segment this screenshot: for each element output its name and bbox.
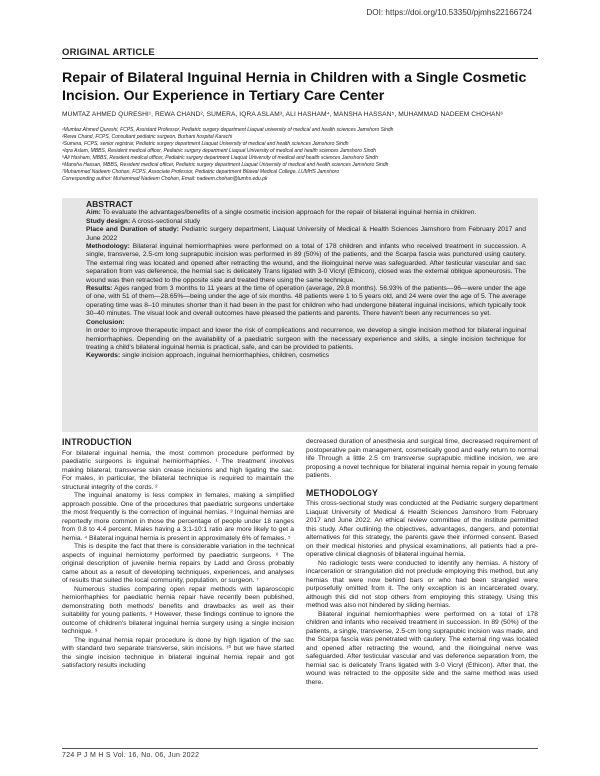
place-label: Place and Duration of study: [86, 226, 179, 234]
affiliation-1: ¹Mumtaz Ahmed Qureshi, FCPS, Assistant Professor, Pediatric surgery department Liaquat university of medical and health sciences Jamshoro Sindh [62, 127, 394, 133]
affiliation-3: ³Sumera, FCPS, senior registrar, Pediatric surgery department Liaquat University of medical and health sciences Jamshoro Sindh [62, 141, 349, 147]
methodology-heading: METHODOLOGY [306, 487, 379, 498]
intro-paragraph-1: For bilateral inguinal hernia, the most common procedure performed by paediatric surgeons is inguinal herniorrhaphies. ¹ The treatment involves making bilateral, transverse skin crease incisions and high ligating the sac. For males, in particular, the bilateral technique is required to maintain the structural integrity of the cords. ² [62, 449, 294, 491]
keywords-label: Keywords: [86, 352, 121, 360]
results-label: Results: [86, 285, 113, 293]
conclusion-label: Conclusion: [86, 318, 125, 326]
corresponding-author: Corresponding author: Muhammad Nadeem Chohan, Email: nadeem.chohan@lumhs.edu.pk [62, 176, 268, 182]
aim-label: Aim: [86, 209, 101, 217]
abstract-conclusion [86, 319, 526, 353]
design-label: Study design: [86, 217, 131, 225]
affiliation-4: ⁴Iqra Aslam, MBBS, Resident medical officer, Pediatric surgery department Liaquat University of medical and health sciences Jamshoro Sindh [62, 148, 377, 154]
left-column [62, 438, 294, 671]
intro-paragraph-2: The inguinal anatomy is less complex in females, making a simplified approach possible. One of the procedures that paediatric surgeons undertake the most frequently is the correction of inguinal hernias. ³ Inguinal hernias are reportedly more common in those the percentage of people under 18 ranges from 0.8 to 4.4 percent. Males having a 3:1-10:1 ratio are more likely to get a hernia. ⁴ Bilateral inguinal hernia is present in approximately 6% of females. ⁵ [62, 492, 294, 542]
abstract-box [62, 198, 538, 432]
abstract-content [86, 200, 526, 361]
intro-paragraph-5: The inguinal hernia repair procedure is done by high ligation of the sac with standard two separate transverse, skin incisions. ¹⁰ but we have started the single incision technique in bilateral inguinal hernia repair and got satisfactory results including [62, 636, 294, 669]
place-text: Pediatric surgery department, Liaquat University of Medical & Health Sciences Jamshoro from February 2017 and June 2022 [86, 226, 526, 242]
affiliation-7: ⁷Muhammad Nadeem Chohan, FCPS, Associate Professor, Pediatric department Bilawal Medical College, LUMHS Jamshoro [62, 169, 340, 175]
methodology-paragraph-3: Bilateral inguinal hemiorrhaphies were performed on a total of 178 children and infants who received treatment in succession. In 89 (50%) of the patients, a single, transverse, 2.5-cm long suprapubic incision was made, and the Scarpa fascia was penetrated with cautery. The external ring was located and opened after retracting the wound, and the ilioinguinal nerve was safeguarded. After testicular vascular and vas deference separation from, the hernial sac is delicately Trans ligated with 3-0 Vicryl (Ethicon). After that, the wound was retracted to the opposite side and the same method was used there. [306, 610, 538, 686]
abstract-results [86, 285, 526, 319]
design-text: A cross-sectional study [131, 217, 201, 225]
right-column [306, 438, 538, 687]
methodology-text: Bilateral inguinal hemiorrhaphies were performed on a total of 178 children and infants who received treatment in succession. A single, transverse, 2.5-cm long suprapubic incision was performed in 89 (50%) of the patients, and the Scarpa fascia was punctured using cautery. The external ring was located and opened after retracting the wound, and the ilioinguinal nerve was safeguarded. After testicular vascular and sac separation from vas deference, the hernial sac is delicately Trans ligated with 3-0 Vicryl (Ethicon), closed was the external oblique aponeurosis. The wound was then retracted to the opposite side and treated there using the same technique. [86, 243, 526, 284]
methodology-paragraph-2: No radiologic tests were conducted to identify any hernias. A history of incarceration or strangulation did not preclude employing this method, but any hernias that were now behind bars or who had been strangled were purposefully omitted from it. The only exception is an incarcerated ovary, although this did not stop others from employing this strategy. Using this method was also not hindered by sliding hernias. [306, 559, 538, 609]
page-footer: 724 P J M H S Vol. 16, No. 06, Jun 2022 [62, 752, 200, 759]
footer-divider [62, 748, 538, 749]
header-divider [62, 58, 538, 59]
methodology-paragraph-1: This cross-sectional study was conducted at the Pediatric surgery department Liaquat University of Medical & Health Sciences Jamshoro from February 2017 and June 2022. An ethical review committee of the institute permitted this study. After outlining the objectives, advantages, dangers, and potential alternatives for this strategy, the parents gave their informed consent. Based on their medical histories and physical examinations, all patients had a pre-operative clinical diagnosis of bilateral inguinal hernia. [306, 500, 538, 558]
methodology-label: Methodology: [86, 243, 130, 251]
abstract-methodology [86, 243, 526, 285]
author-list: MUMTAZ AHMED QURESHI¹, REWA CHAND², SUMERA, IQRA ASLAM³, ALI HASHAM⁴, MANSHA HASSAN⁵, MUHAMMAD NADEEM CHOHAN⁶ [62, 111, 504, 118]
results-text: Ages ranged from 3 months to 11 years at the time of operation (average, 29.8 months). 56.93% of the patients—96—were under the age of one, with 51 of them—28.65%—being under the age of six months. 48 patients were 1 to 5 years old, and 24 were over the age of 5. The average operating time was 8–10 minutes shorter than it had been in the past for children who had undergone bilateral inguinal incisions, which typically took 30–40 minutes. The visual look and overall outcomes have pleased the patients and parents. There haven't been any recurrences so yet. [86, 285, 526, 318]
conclusion-text: In order to improve therapeutic impact and lower the risk of complications and recurrence, we develop a single incision method for bilateral inguinal hemiorrhaphies. Depending on the availability of a paediatric surgeon with the necessary experience and skills, a single incision technique for treating a child's bilateral inguinal hernia is practical, safe, and can be provided to patients. [86, 327, 526, 351]
article-title: Repair of Bilateral Inguinal Hernia in Children with a Single Cosmetic Incision. Our Experience in Tertiary Care Center [62, 70, 527, 104]
abstract-keywords [86, 352, 526, 360]
keywords-text: single incision approach, inguinal herniorrhaphies, children, cosmetics [122, 352, 330, 360]
article-type-label: ORIGINAL ARTICLE [62, 47, 155, 58]
affiliation-6: ⁶Mansha Hassan, MBBS, Resident medical officer, Pediatric surgery department Liaquat University of medical and health sciences Jamshoro Sindh [62, 162, 389, 168]
affiliation-5: ⁵Ali Hasham, MBBS, Resident medical officer, Pediatric surgery department Liaquat University of medical and health sciences Jamshoro Sindh [62, 155, 378, 161]
intro-paragraph-3: This is despite the fact that there is considerable variation in the technical aspects of inguinal herniotomy performed by paediatric surgeons. ⁶ The original description of juvenile hernia repairs by Ladd and Gross probably came about as a result of developing techniques, experiences, and analyses of results that suited the local community, population, or surgeon. ⁷ [62, 543, 294, 584]
aim-text: To evaluate the advantages/benefits of a single cosmetic incision approach for the repair of bilateral inguinal hernia in children. [102, 209, 477, 217]
affiliation-2: ²Rewa Chand, FCPS, Consultant pediatric surgeon, Burhani hospital Karachi [62, 134, 233, 140]
abstract-heading: ABSTRACT [86, 199, 133, 209]
intro-paragraph-4: Numerous studies comparing open repair methods with laparoscopic herniorrhaphies for paediatric hernia repair have recently been published, demonstrating both methods' benefits and drawbacks as well as their suitability for young patients. ⁸ However, these findings continue to ignore the outcome of children's bilateral inguinal hernia surgery using a single incision technique. ⁹ [62, 585, 294, 635]
doi-link[interactable]: DOI: https://doi.org/10.53350/pjmhs22166724 [366, 8, 532, 17]
abstract-design [86, 218, 526, 226]
abstract-place [86, 226, 526, 243]
abstract-aim [86, 209, 526, 217]
introduction-heading: INTRODUCTION [62, 437, 132, 447]
intro-continued-paragraph: decreased duration of anesthesia and surgical time, decreased requirement of postoperative pain management, cosmetically good and early return to normal life Through a little 2.5 cm transverse suprapubic midline incision, we are proposing a novel technique for bilateral inguinal hernia repair in young female patients. [306, 438, 538, 479]
